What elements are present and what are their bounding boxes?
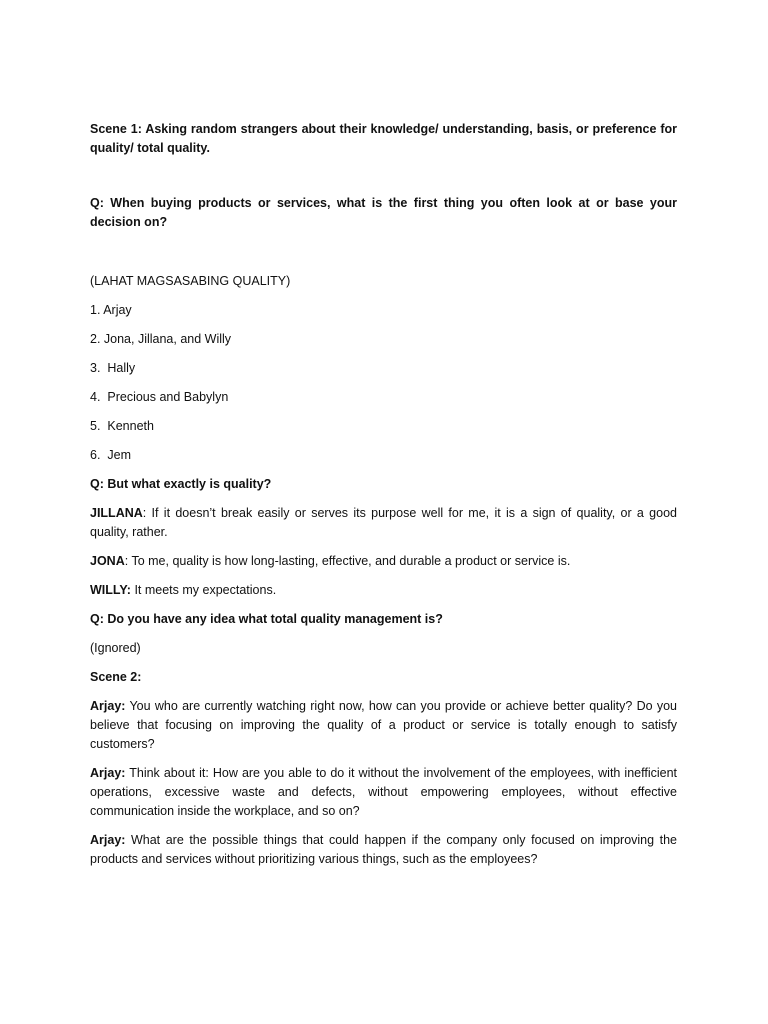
scene-2-line: [90, 764, 677, 821]
answer-text: : If it doesn’t break easily or serves its purpose well for me, it is a sign of quality, or a good quality, rather.: [90, 506, 677, 539]
dialogue-text: What are the possible things that could happen if the company only focused on improving the products and services without prioritizing various things, such as the employees?: [90, 833, 677, 866]
question-tqm: Q: Do you have any idea what total quality management is?: [90, 612, 443, 626]
speaker-name: JILLANA: [90, 506, 143, 520]
question-what-is-quality: Q: But what exactly is quality?: [90, 477, 272, 491]
answer-text: It meets my expectations.: [130, 583, 277, 597]
speaker-name: Arjay:: [90, 833, 126, 847]
respondent-item: 2. Jona, Jillana, and Willy: [90, 332, 232, 346]
document-page: [90, 120, 677, 879]
speaker-name: Arjay:: [90, 766, 126, 780]
respondent-item: 1. Arjay: [90, 303, 132, 317]
answer-willy: [90, 581, 677, 600]
respondent-item: 6. Jem: [90, 448, 131, 462]
speaker-name: JONA: [90, 554, 125, 568]
ignored-note: (Ignored): [90, 641, 141, 655]
respondent-item: 5. Kenneth: [90, 419, 154, 433]
dialogue-text: You who are currently watching right now, how can you provide or achieve better quality? Do you believe that focusing on improving the quality of a product or service is totally enough to satisfy customers?: [90, 699, 677, 751]
spacer: [90, 242, 677, 272]
dialogue-text: Think about it: How are you able to do it without the involvement of the employees, with inefficient operations, excessive waste and defects, without empowering employees, without effective communication inside the workplace, and so on?: [90, 766, 677, 818]
answer-jillana: [90, 504, 677, 542]
respondent-item: 4. Precious and Babylyn: [90, 390, 229, 404]
scene-1-heading: Scene 1: Asking random strangers about their knowledge/ understanding, basis, or preference for quality/ total quality.: [90, 122, 677, 155]
note-all-say-quality: (LAHAT MAGSASABING QUALITY): [90, 274, 291, 288]
speaker-name: WILLY:: [90, 583, 131, 597]
answer-text: : To me, quality is how long-lasting, effective, and durable a product or service is.: [124, 554, 571, 568]
question-first-thing: Q: When buying products or services, what is the first thing you often look at or base your decision on?: [90, 196, 677, 229]
scene-2-line: [90, 831, 677, 869]
scene-2-line: [90, 697, 677, 754]
scene-2-heading: Scene 2:: [90, 670, 142, 684]
speaker-name: Arjay:: [90, 699, 126, 713]
spacer: [90, 168, 677, 194]
answer-jona: [90, 552, 677, 571]
respondent-item: 3. Hally: [90, 361, 136, 375]
